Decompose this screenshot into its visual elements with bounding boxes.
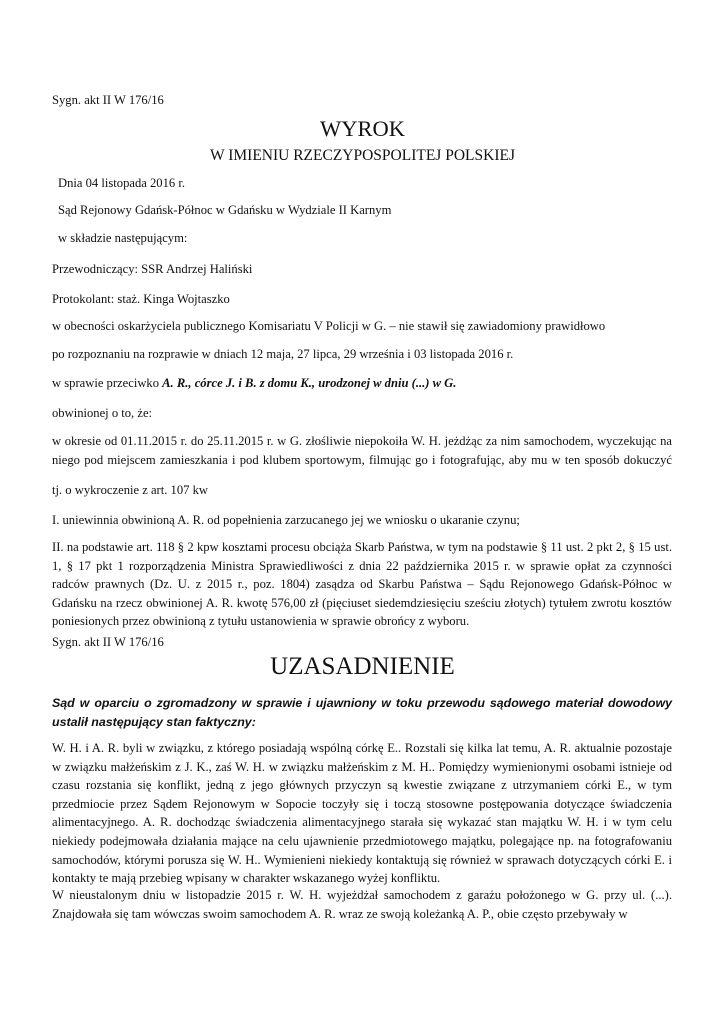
prosecutor-presence: w obecności oskarżyciela publicznego Komisariatu V Policji w G. – nie stawił się zawiadomiony prawidłowo xyxy=(52,319,606,333)
justification-paragraph-2: W nieustalonym dniu w listopadzie 2015 r. W. H. wyjeżdżał samochodem z garażu położonego w G. przy ul. (...). Znajdowała się tam wówczas swoim samochodem A. R. wraz ze swoją koleżanką A. P., obie często przebywały w xyxy=(52,888,672,921)
hearing-dates: po rozpoznaniu na rozprawie w dniach 12 maja, 27 lipca, 29 września i 03 listopada 2016 r. xyxy=(52,347,514,361)
case-against xyxy=(52,375,456,391)
charge-line-2: niego pod miejscem zamieszkania i pod klubem sportowym, filmując go i fotografując, aby mu w ten sposób dokuczyć xyxy=(52,453,672,467)
verdict-date: Dnia 04 listopada 2016 r. xyxy=(58,176,185,190)
charged-label: obwinionej o to, że: xyxy=(52,406,153,420)
justification-paragraph-1: W. H. i A. R. byli w związku, z którego posiadają wspólną córkę E.. Rozstali się kilka lat temu, A. R. aktualnie pozostaje w związku małżeńskim z J. K., zaś W. H. w związku małżeńskim z M. H.. Pomiędzy wymienionymi osobami istnieje od czasu rozstania się konflikt, jedną z jego głównych przyczyn są kwestie związane z utrzymaniem córki E., w tym przedmiocie przez Sądem Rejonowym w Sopocie toczyły się i toczą stosowne postępowania dotyczące świadczenia alimentacyjnego. A. R. dochodząc świadczenia alimentacyjnego starała się wykazać stan majątku W. H. i w tym celu niekiedy podejmowała działania mające na celu ujawnienie przedmiotowego majątku, polegające np. na fotografowaniu samochodów, którymi porusza się W. H.. Wymienieni niekiedy kontaktują się również w sprawach dotyczących córki E. i kontakty te mają przebieg wpisany w charakter wskazanego wyżej konfliktu. xyxy=(52,741,672,886)
verdict-title: WYROK xyxy=(320,116,405,141)
case-prefix: w sprawie przeciwko xyxy=(52,376,163,390)
composition-label: w składzie następującym: xyxy=(58,231,188,245)
defendant-name: A. R., córce J. i B. z domu K., urodzonej w dniu (...) w G. xyxy=(162,376,457,390)
court-clerk: Protokolant: staż. Kinga Wojtaszko xyxy=(52,292,230,306)
verdict-point-2: II. na podstawie art. 118 § 2 kpw kosztami procesu obciąża Skarb Państwa, w tym na podstawie § 11 ust. 2 pkt 2, § 15 ust. 1, § 17 pkt 1 rozporządzenia Ministra Sprawiedliwości z dnia 22 października 2015 r. w sprawie opłat za czynności radców prawnych (Dz. U. z 2015 r., poz. 1804) zasądza od Skarbu Państwa – Sądu Rejonowego Gdańsk-Północ w Gdańsku na rzecz obwinionej A. R. kwotę 576,00 zł (pięciuset siedemdziesięciu sześciu złotych) tytułem zwrotu kosztów poniesionych przez obwinioną z tytułu ustanowienia w sprawie obrońcy z wyboru. xyxy=(52,540,672,629)
justification-lead: Sąd w oparciu o zgromadzony w sprawie i ujawniony w toku przewodu sądowego materiał dowodowy ustalił następujący stan faktyczny: xyxy=(52,696,672,729)
case-signature-top: Sygn. akt II W 176/16 xyxy=(52,93,164,107)
court-name: Sąd Rejonowy Gdańsk-Północ w Gdańsku w Wydziale II Karnym xyxy=(58,203,392,217)
presiding-judge: Przewodniczący: SSR Andrzej Haliński xyxy=(52,262,253,276)
verdict-point-1: I. uniewinnia obwinioną A. R. od popełnienia zarzucanego jej we wniosku o ukaranie czynu; xyxy=(52,513,520,527)
case-signature-justification: Sygn. akt II W 176/16 xyxy=(52,635,164,649)
justification-title: UZASADNIENIE xyxy=(270,653,455,680)
charge-article: tj. o wykroczenie z art. 107 kw xyxy=(52,483,208,497)
verdict-subtitle: W IMIENIU RZECZYPOSPOLITEJ POLSKIEJ xyxy=(210,147,515,164)
charge-line-1: w okresie od 01.11.2015 r. do 25.11.2015 r. w G. złośliwie niepokoiła W. H. jeżdżąc za nim samochodem, wyczekując na xyxy=(52,434,672,448)
